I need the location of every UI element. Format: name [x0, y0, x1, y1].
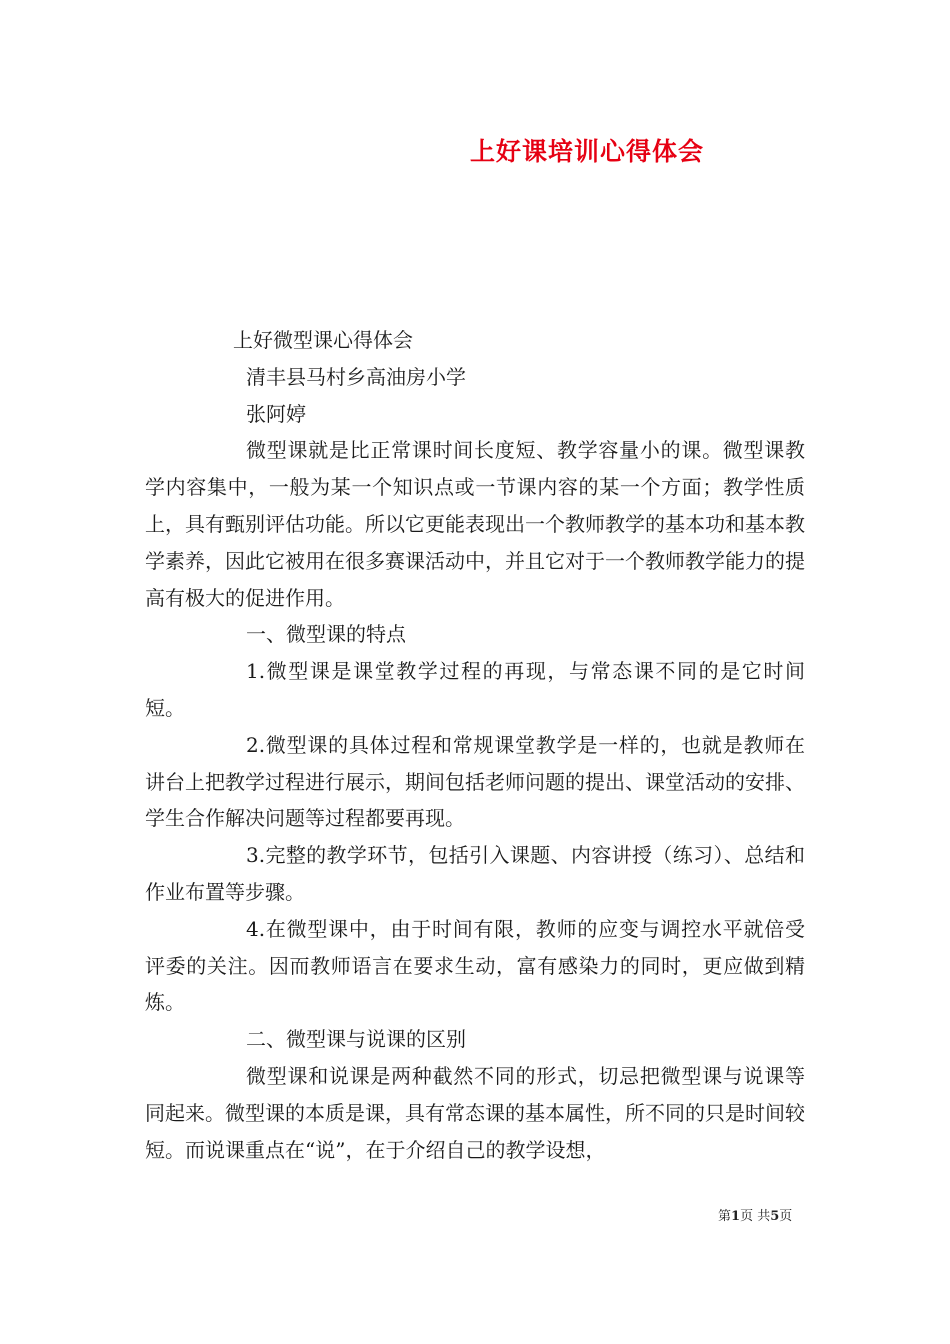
- footer-middle: 页 共: [740, 1209, 771, 1224]
- body-paragraph: 3.完整的教学环节，包括引入课题、内容讲授（练习）、总结和作业布置等步骤。: [145, 843, 805, 904]
- document-body: [145, 322, 805, 1168]
- article-subtitle: 上好微型课心得体会: [233, 328, 413, 352]
- section-heading: 二、微型课与说课的区别: [246, 1027, 466, 1052]
- document-title: 上好课培训心得体会: [470, 137, 705, 166]
- page-number-footer: [718, 1205, 792, 1224]
- body-paragraph: 微型课就是比正常课时间长度短、教学容量小的课。微型课教学内容集中，一般为某一个知识点或一节课内容的某一个方面；教学性质上，具有甄别评估功能。所以它更能表现出一个教师教学的基本功和基本教学素养，因此它被用在很多赛课活动中，并且它对于一个教师教学能力的提高有极大的促进作用。: [145, 438, 805, 610]
- school-name: 清丰县马村乡高油房小学: [246, 364, 466, 389]
- body-paragraph: 4.在微型课中，由于时间有限，教师的应变与调控水平就倍受评委的关注。因而教师语言在要求生动，富有感染力的同时，更应做到精炼。: [145, 916, 805, 1015]
- footer-prefix: 第: [718, 1209, 732, 1224]
- section-heading: 一、微型课的特点: [246, 622, 406, 647]
- body-paragraph: 2.微型课的具体过程和常规课堂教学是一样的，也就是教师在讲台上把教学过程进行展示，期间包括老师问题的提出、课堂活动的安排、学生合作解决问题等过程都要再现。: [145, 732, 805, 831]
- body-paragraph: 微型课和说课是两种截然不同的形式，切忌把微型课与说课等同起来。微型课的本质是课，具有常态课的基本属性，所不同的只是时间较短。而说课重点在“说”，在于介绍自己的教学设想，: [145, 1063, 805, 1162]
- author-name: 张阿婷: [246, 401, 306, 426]
- total-page-number: 5: [770, 1209, 780, 1224]
- footer-suffix: 页: [779, 1209, 793, 1224]
- current-page-number: 1: [731, 1209, 741, 1224]
- body-paragraph: 1.微型课是课堂教学过程的再现，与常态课不同的是它时间短。: [145, 659, 805, 720]
